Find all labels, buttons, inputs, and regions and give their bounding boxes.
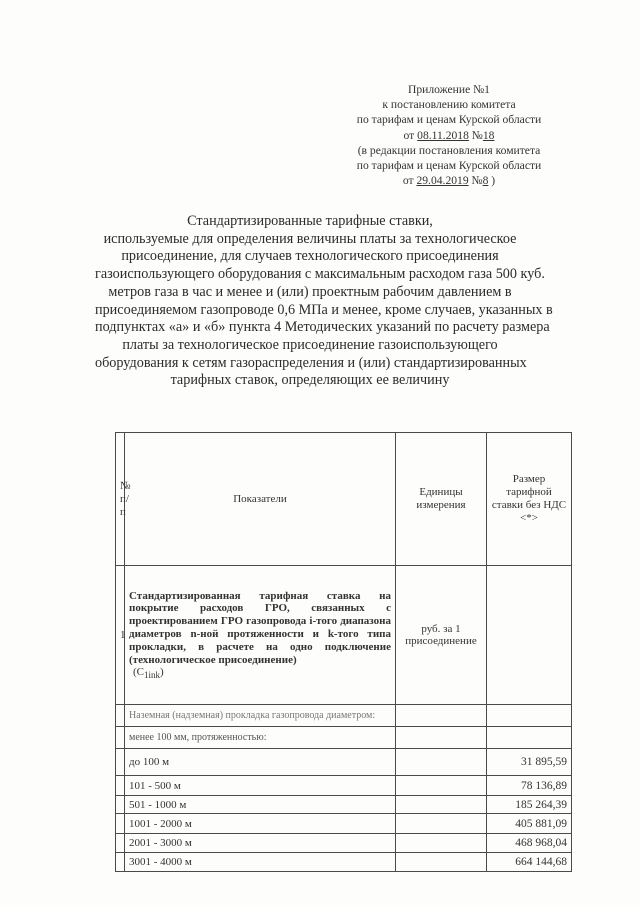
- header-line-7: [318, 173, 580, 188]
- symbol-subscript: 1ink: [144, 670, 161, 681]
- header-prefix: от: [403, 128, 418, 142]
- empty-cell: [116, 705, 125, 727]
- header-suffix: ): [488, 174, 496, 188]
- empty-cell: [396, 814, 487, 834]
- row-number: 1: [116, 566, 125, 705]
- rate-cell: [487, 566, 572, 705]
- rate-symbol: [129, 666, 391, 680]
- empty-cell: [116, 796, 125, 814]
- header-line-4: [318, 128, 580, 143]
- symbol-close: ): [160, 666, 164, 679]
- subheader-cell: Наземная (надземная) прокладка газопровода диаметром:: [125, 705, 396, 727]
- empty-cell: [116, 853, 125, 872]
- title-line: платы за технологическое присоединение газоиспользующего: [122, 336, 498, 353]
- title-line: метров газа в час и менее и (или) проектным рабочим давлением в: [108, 283, 512, 300]
- indicator-cell: [125, 566, 396, 705]
- table-row: [116, 814, 572, 834]
- table-row: [116, 853, 572, 872]
- units-cell: руб. за 1 присоединение: [396, 566, 487, 705]
- distance-label: 501 - 1000 м: [125, 796, 396, 814]
- title-line: оборудования к сетям газораспределения и (или) стандартизированных: [95, 354, 527, 371]
- empty-cell: [116, 814, 125, 834]
- header-line-3: по тарифам и ценам Курской области: [356, 113, 542, 127]
- distance-label: 1001 - 2000 м: [125, 814, 396, 834]
- empty-cell: [396, 853, 487, 872]
- title-line: тарифных ставок, определяющих ее величину: [170, 372, 450, 389]
- title-line: Стандартизированные тарифные ставки,: [187, 213, 433, 229]
- rate-value: 468 968,04: [487, 834, 572, 853]
- empty-cell: [396, 727, 487, 749]
- header-line-2: к постановлению комитета: [382, 98, 516, 112]
- resolution-number: 18: [482, 128, 495, 142]
- resolution-date: 08.11.2018: [417, 128, 469, 142]
- distance-label: до 100 м: [125, 749, 396, 776]
- table-row: [116, 776, 572, 796]
- tariff-table: [115, 432, 572, 872]
- table-row: [116, 834, 572, 853]
- table-row: [116, 749, 572, 776]
- empty-cell: [487, 705, 572, 727]
- title-line: газоиспользующего оборудования с максимальным расходом газа 500 куб.: [95, 266, 545, 283]
- header-sep: №: [468, 174, 483, 188]
- table-row: [116, 727, 572, 749]
- empty-cell: [396, 776, 487, 796]
- document-title: [95, 213, 553, 390]
- appendix-label: Приложение №1: [408, 83, 490, 96]
- title-line: присоединяемом газопроводе 0,6 МПа и менее, кроме случаев, указанных в: [95, 301, 553, 318]
- empty-cell: [487, 727, 572, 749]
- empty-cell: [116, 834, 125, 853]
- col-header-units: Единицы измерения: [396, 433, 487, 566]
- empty-cell: [396, 705, 487, 727]
- empty-cell: [116, 776, 125, 796]
- table-row: [116, 796, 572, 814]
- col-header-indicators: Показатели: [125, 433, 396, 566]
- header-prefix: от: [402, 174, 417, 188]
- rate-value: 664 144,68: [487, 853, 572, 872]
- symbol-text: (С: [133, 666, 144, 679]
- subheader-cell: менее 100 мм, протяженностью:: [125, 727, 396, 749]
- empty-cell: [396, 749, 487, 776]
- header-line-6: по тарифам и ценам Курской области: [356, 159, 542, 173]
- table-row: [116, 566, 572, 705]
- empty-cell: [116, 749, 125, 776]
- table-row: [116, 705, 572, 727]
- distance-label: 2001 - 3000 м: [125, 834, 396, 853]
- empty-cell: [116, 727, 125, 749]
- header-sep: №: [468, 128, 483, 142]
- table-header-row: [116, 433, 572, 566]
- rate-value: 31 895,59: [487, 749, 572, 776]
- rate-value: 78 136,89: [487, 776, 572, 796]
- document-header: [318, 82, 580, 188]
- amendment-number: 8: [482, 174, 489, 188]
- amendment-date: 29.04.2019: [416, 174, 469, 188]
- empty-cell: [396, 834, 487, 853]
- title-line: подпунктах «а» и «б» пункта 4 Методических указаний по расчету размера: [95, 319, 550, 336]
- header-line-5: (в редакции постановления комитета: [357, 143, 541, 157]
- title-line: присоединение, для случаев технологического присоединения: [121, 248, 499, 265]
- rate-value: 185 264,39: [487, 796, 572, 814]
- rate-description: Стандартизированная тарифная ставка на покрытие расходов ГРО, связанных с проектированием ГРО газопровода i-того диапазона диаметров n-ной протяженности и k-того типа прокладки, в расчете на одно подключение (технологическое присоединение): [129, 589, 391, 666]
- col-header-number: № п/п: [116, 433, 125, 566]
- distance-label: 3001 - 4000 м: [125, 853, 396, 872]
- rate-value: 405 881,09: [487, 814, 572, 834]
- empty-cell: [396, 796, 487, 814]
- title-line: используемые для определения величины платы за технологическое: [103, 230, 517, 247]
- col-header-rate: Размер тарифной ставки без НДС <*>: [487, 433, 572, 566]
- distance-label: 101 - 500 м: [125, 776, 396, 796]
